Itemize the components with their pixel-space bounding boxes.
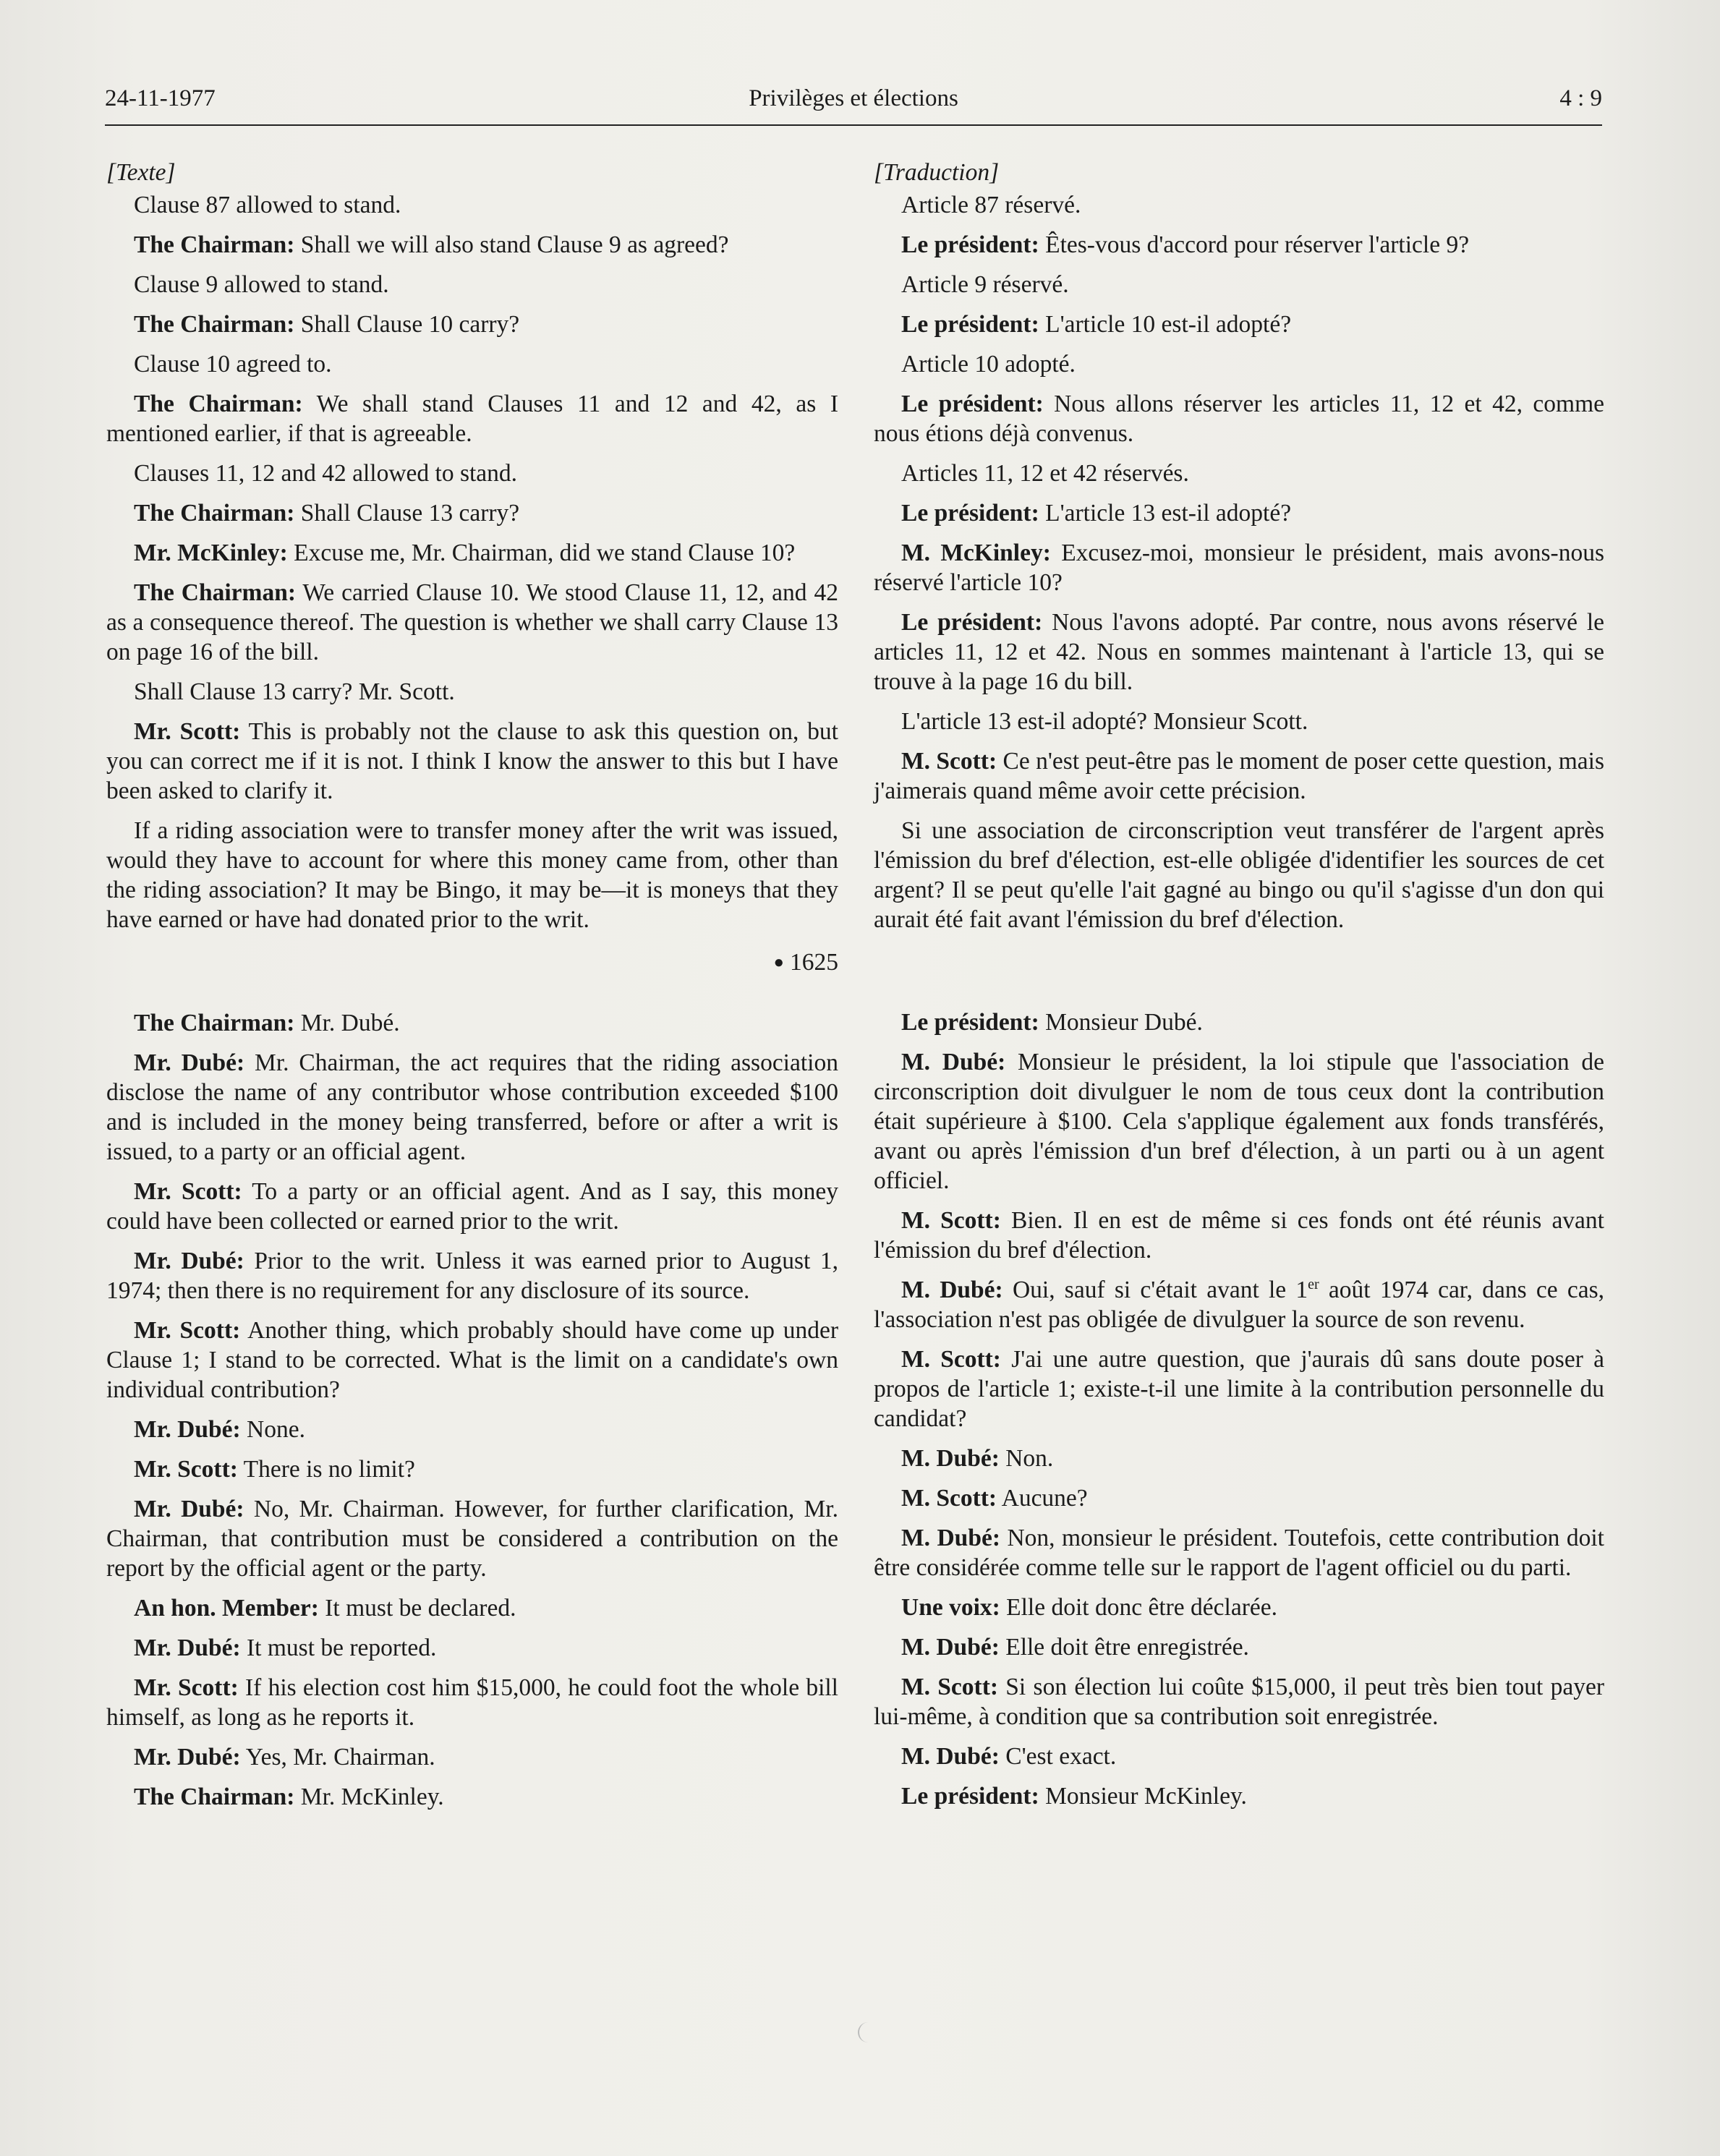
speech-text: Shall Clause 13 carry? xyxy=(294,500,520,527)
transcript-paragraph xyxy=(874,1593,1604,1622)
tag-bracket-open: [ xyxy=(874,159,884,186)
speech-text: Clause 9 allowed to stand. xyxy=(134,271,389,298)
transcript-paragraph xyxy=(106,1415,838,1444)
speech-text: Aucune? xyxy=(997,1485,1088,1512)
transcript-block xyxy=(874,1007,1604,1811)
transcript-paragraph xyxy=(106,538,838,568)
transcript-paragraph xyxy=(874,270,1604,299)
transcript-paragraph xyxy=(874,1632,1604,1662)
speech-text: Non. xyxy=(999,1445,1054,1472)
speech-text: Yes, Mr. Chairman. xyxy=(240,1744,435,1771)
speech-text: Excusez-moi, monsieur le président, mais avons-nous réservé l'article 10? xyxy=(874,540,1604,596)
speech-text: Elle doit être enregistrée. xyxy=(999,1634,1249,1661)
transcript-paragraph xyxy=(874,1206,1604,1265)
transcript-paragraph xyxy=(874,459,1604,488)
transcript-paragraph xyxy=(106,1494,838,1583)
speech-text: Articles 11, 12 et 42 réservés. xyxy=(901,460,1189,487)
page-mark xyxy=(858,2022,878,2042)
transcript-paragraph xyxy=(106,1782,838,1812)
speech-text: Article 87 réservé. xyxy=(901,192,1081,218)
transcript-paragraph xyxy=(874,746,1604,806)
speaker-name: M. Scott: xyxy=(901,748,997,775)
tag-text: Texte xyxy=(116,159,166,186)
speaker-name: Mr. Dubé: xyxy=(134,1635,241,1661)
speech-text: L'article 13 est-il adopté? xyxy=(1039,500,1292,527)
transcript-paragraph xyxy=(874,498,1604,528)
speaker-name: M. Dubé: xyxy=(901,1743,1000,1770)
speaker-name: M. Dubé: xyxy=(901,1445,1000,1472)
speech-text: Clause 87 allowed to stand. xyxy=(134,192,401,218)
transcript-paragraph xyxy=(874,1483,1604,1513)
transcript-paragraph xyxy=(106,270,838,299)
speaker-name: The Chairman: xyxy=(134,311,295,338)
tag-text: Traduction xyxy=(883,159,990,186)
speech-text: L'article 10 est-il adopté? xyxy=(1039,311,1292,338)
transcript-paragraph xyxy=(106,816,838,934)
speaker-name: Mr. McKinley: xyxy=(134,540,288,566)
transcript-paragraph xyxy=(106,578,838,667)
speaker-name: The Chairman: xyxy=(134,1784,295,1810)
speech-text: Nous l'avons adopté. Par contre, nous avons réservé le articles 11, 12 et 42. Nous en sommes maintenant à l'article 13, qui se trouve à la page 16 du bill. xyxy=(874,609,1604,695)
speech-text: We carried Clause 10. We stood Clause 11, 12, and 42 as a consequence thereof. The question is whether we shall carry Clause 13 on page 16 of the bill. xyxy=(106,579,839,665)
transcript-paragraph xyxy=(874,1275,1604,1334)
transcript-paragraph xyxy=(874,1781,1604,1811)
speech-text: Oui, sauf si c'était avant le 1 xyxy=(1002,1277,1308,1303)
header-title: Privilèges et élections xyxy=(749,85,958,111)
transcript-paragraph xyxy=(106,190,838,220)
transcript-paragraph xyxy=(874,1742,1604,1771)
speaker-name: An hon. Member: xyxy=(134,1595,319,1622)
speech-text: There is no limit? xyxy=(237,1456,415,1483)
speech-text: Monsieur Dubé. xyxy=(1039,1009,1203,1036)
speech-text: Nous allons réserver les articles 11, 12 et 42, comme nous étions déjà convenus. xyxy=(874,391,1604,447)
transcript-paragraph xyxy=(106,349,838,379)
transcript-paragraph xyxy=(874,816,1604,934)
transcript-paragraph xyxy=(106,310,838,339)
speaker-name: M. Dubé: xyxy=(901,1277,1003,1303)
header-page-number: 4 : 9 xyxy=(1559,85,1602,111)
transcript-paragraph xyxy=(106,459,838,488)
speech-text: Shall Clause 10 carry? xyxy=(294,311,520,338)
speech-text: L'article 13 est-il adopté? Monsieur Scott. xyxy=(901,708,1308,735)
french-column xyxy=(874,158,1604,1821)
speech-text: Si son élection lui coûte $15,000, il peut très bien tout payer lui-même, à condition que sa contribution soit enregistrée. xyxy=(874,1674,1605,1730)
transcript-paragraph xyxy=(106,230,838,260)
speaker-name: M. Dubé: xyxy=(901,1634,1000,1661)
speaker-name: Le président: xyxy=(901,231,1039,258)
speech-text: Mr. McKinley. xyxy=(294,1784,444,1810)
tag-bracket-close: ] xyxy=(989,159,1000,186)
tag-bracket-open: [ xyxy=(106,159,116,186)
speaker-name: M. McKinley: xyxy=(901,540,1051,566)
speech-text: Article 9 réservé. xyxy=(901,271,1069,298)
speech-text: Monsieur le président, la loi stipule que l'association de circonscription doit divulguer le nom de tous ceux dont la contribution était supérieure à $100. Cela s'applique également aux fonds transférés, avant ou après l'émission d'un bref d'élection, à un parti ou à un agent officiel. xyxy=(874,1049,1604,1194)
section-tag xyxy=(874,158,1604,187)
speaker-name: Mr. Scott: xyxy=(134,1674,239,1701)
speaker-name: Mr. Dubé: xyxy=(134,1416,241,1443)
speech-text: Prior to the writ. Unless it was earned prior to August 1, 1974; then there is no requirement for any disclosure of its source. xyxy=(106,1248,838,1304)
transcript-paragraph xyxy=(106,1633,838,1663)
english-column xyxy=(106,158,838,1822)
speech-text: This is probably not the clause to ask this question on, but you can correct me if it is not. I think I know the answer to this but I have been asked to clarify it. xyxy=(106,718,838,804)
speech-text: Another thing, which probably should have come up under Clause 1; I stand to be corrected. What is the limit on a candidate's own individual contribution? xyxy=(106,1317,838,1403)
transcript-paragraph xyxy=(106,1246,838,1305)
speaker-name: The Chairman: xyxy=(134,231,295,258)
speech-text: Non, monsieur le président. Toutefois, cette contribution doit être considérée comme telle sur le rapport de l'agent officiel ou du parti. xyxy=(874,1525,1604,1581)
bullet-icon: ● xyxy=(773,953,784,972)
transcript-paragraph xyxy=(874,190,1604,220)
speaker-name: M. Scott: xyxy=(901,1485,997,1512)
transcript-block xyxy=(106,190,838,934)
transcript-paragraph xyxy=(874,1047,1604,1196)
speaker-name: Mr. Dubé: xyxy=(134,1744,241,1771)
transcript-paragraph xyxy=(106,1454,838,1484)
header-date: 24-11-1977 xyxy=(105,85,216,111)
time-value: 1625 xyxy=(790,949,838,976)
page-header xyxy=(105,81,1602,126)
speech-text: Ce n'est peut-être pas le moment de poser cette question, mais j'aimerais quand même avoir cette précision. xyxy=(874,748,1605,804)
speech-text: C'est exact. xyxy=(999,1743,1117,1770)
transcript-block xyxy=(106,1008,838,1812)
speech-text: To a party or an official agent. And as I say, this money could have been collected or earned prior to the writ. xyxy=(106,1178,838,1235)
tag-bracket-close: ] xyxy=(166,159,176,186)
speech-text: Mr. Dubé. xyxy=(294,1010,400,1036)
speaker-name: Mr. Scott: xyxy=(134,1178,242,1205)
speech-text: Bien. Il en est de même si ces fonds ont été réunis avant l'émission du bref d'élection. xyxy=(874,1207,1604,1264)
transcript-paragraph xyxy=(106,498,838,528)
speech-text: We shall stand Clauses 11 and 12 and 42, as I mentioned earlier, if that is agreeable. xyxy=(106,391,838,447)
transcript-paragraph xyxy=(874,1672,1604,1731)
speech-text: Clause 10 agreed to. xyxy=(134,351,332,378)
speech-text: Monsieur McKinley. xyxy=(1039,1783,1247,1810)
transcript-paragraph xyxy=(106,1673,838,1732)
speech-text: J'ai une autre question, que j'aurais dû sans doute poser à propos de l'article 1; existe-t-il une limite à la contribution personnelle du candidat? xyxy=(874,1346,1604,1432)
speaker-name: Mr. Scott: xyxy=(134,1317,241,1344)
speech-text: It must be reported. xyxy=(240,1635,437,1661)
speaker-name: The Chairman: xyxy=(134,391,303,417)
speech-text: Article 10 adopté. xyxy=(901,351,1076,378)
speaker-name: Mr. Scott: xyxy=(134,718,241,745)
transcript-paragraph xyxy=(874,1523,1604,1582)
transcript-block xyxy=(874,190,1604,934)
speech-text: Excuse me, Mr. Chairman, did we stand Clause 10? xyxy=(287,540,796,566)
speech-text: If a riding association were to transfer money after the writ was issued, would they have to account for where this money came from, other than the riding association? It may be Bingo, it may be—it is moneys that they have earned or have had donated prior to the writ. xyxy=(106,817,838,933)
transcript-paragraph xyxy=(874,707,1604,736)
section-tag xyxy=(106,158,838,187)
speaker-name: Mr. Scott: xyxy=(134,1456,238,1483)
speaker-name: Le président: xyxy=(901,391,1044,417)
transcript-paragraph xyxy=(874,1444,1604,1473)
speaker-name: Le président: xyxy=(901,1783,1039,1810)
speaker-name: M. Dubé: xyxy=(901,1049,1006,1075)
transcript-paragraph xyxy=(106,1048,838,1167)
speech-text: None. xyxy=(240,1416,305,1443)
speech-text: Shall we will also stand Clause 9 as agreed? xyxy=(294,231,729,258)
speech-text: Mr. Chairman, the act requires that the riding association disclose the name of any contributor whose contribution exceeded $100 and is included in the money being transferred, before or after a writ is issued, to a party or an official agent. xyxy=(106,1049,838,1165)
transcript-paragraph xyxy=(874,349,1604,379)
speaker-name: The Chairman: xyxy=(134,500,295,527)
transcript-paragraph xyxy=(106,1316,838,1405)
speaker-name: M. Scott: xyxy=(901,1207,1001,1234)
speaker-name: Le président: xyxy=(901,311,1039,338)
transcript-paragraph xyxy=(874,538,1604,597)
speaker-name: Mr. Dubé: xyxy=(134,1496,244,1522)
speaker-name: Le président: xyxy=(901,500,1039,527)
transcript-paragraph xyxy=(874,230,1604,260)
speaker-name: The Chairman: xyxy=(134,579,296,606)
speaker-name: M. Scott: xyxy=(901,1674,999,1700)
speech-text: It must be declared. xyxy=(318,1595,516,1622)
speech-text: Elle doit donc être déclarée. xyxy=(1000,1594,1277,1621)
speech-text: No, Mr. Chairman. However, for further clarification, Mr. Chairman, that contribution must be considered a contribution on the report by the official agent or the party. xyxy=(106,1496,838,1582)
speaker-name: Le président: xyxy=(901,609,1043,636)
speaker-name: The Chairman: xyxy=(134,1010,295,1036)
transcript-paragraph xyxy=(106,1177,838,1236)
transcript-paragraph xyxy=(874,608,1604,696)
transcript-paragraph xyxy=(106,389,838,448)
transcript-paragraph xyxy=(106,1593,838,1623)
transcript-paragraph xyxy=(106,717,838,806)
transcript-paragraph xyxy=(874,389,1604,448)
speech-text-continued: août 1974 car, dans ce cas, l'association n'est pas obligée de divulguer la source de son revenu. xyxy=(874,1277,1604,1333)
speaker-name: M. Scott: xyxy=(901,1346,1001,1373)
speaker-name: M. Dubé: xyxy=(901,1525,1000,1551)
speaker-name: Le président: xyxy=(901,1009,1039,1036)
transcript-paragraph xyxy=(874,1345,1604,1433)
transcript-paragraph xyxy=(106,1008,838,1038)
transcript-paragraph xyxy=(106,1742,838,1772)
transcript-paragraph xyxy=(874,310,1604,339)
speech-text: If his election cost him $15,000, he could foot the whole bill himself, as long as he reports it. xyxy=(106,1674,838,1731)
speaker-name: Mr. Dubé: xyxy=(134,1248,244,1274)
speaker-name: Une voix: xyxy=(901,1594,1000,1621)
ordinal-superscript: er xyxy=(1308,1276,1319,1292)
speech-text: Si une association de circonscription veut transférer de l'argent après l'émission du bref d'élection, est-elle obligée d'identifier les sources de cet argent? Il se peut qu'elle l'ait gagné au bingo ou qu'il s'agisse d'un don qui aurait été fait avant l'émission du bref d'élection. xyxy=(874,817,1604,933)
time-marker xyxy=(106,947,838,978)
transcript-paragraph xyxy=(106,677,838,707)
speaker-name: Mr. Dubé: xyxy=(134,1049,245,1076)
transcript-paragraph xyxy=(874,1007,1604,1037)
speech-text: Clauses 11, 12 and 42 allowed to stand. xyxy=(134,460,518,487)
speech-text: Shall Clause 13 carry? Mr. Scott. xyxy=(134,678,455,705)
speech-text: Êtes-vous d'accord pour réserver l'article 9? xyxy=(1039,231,1470,258)
